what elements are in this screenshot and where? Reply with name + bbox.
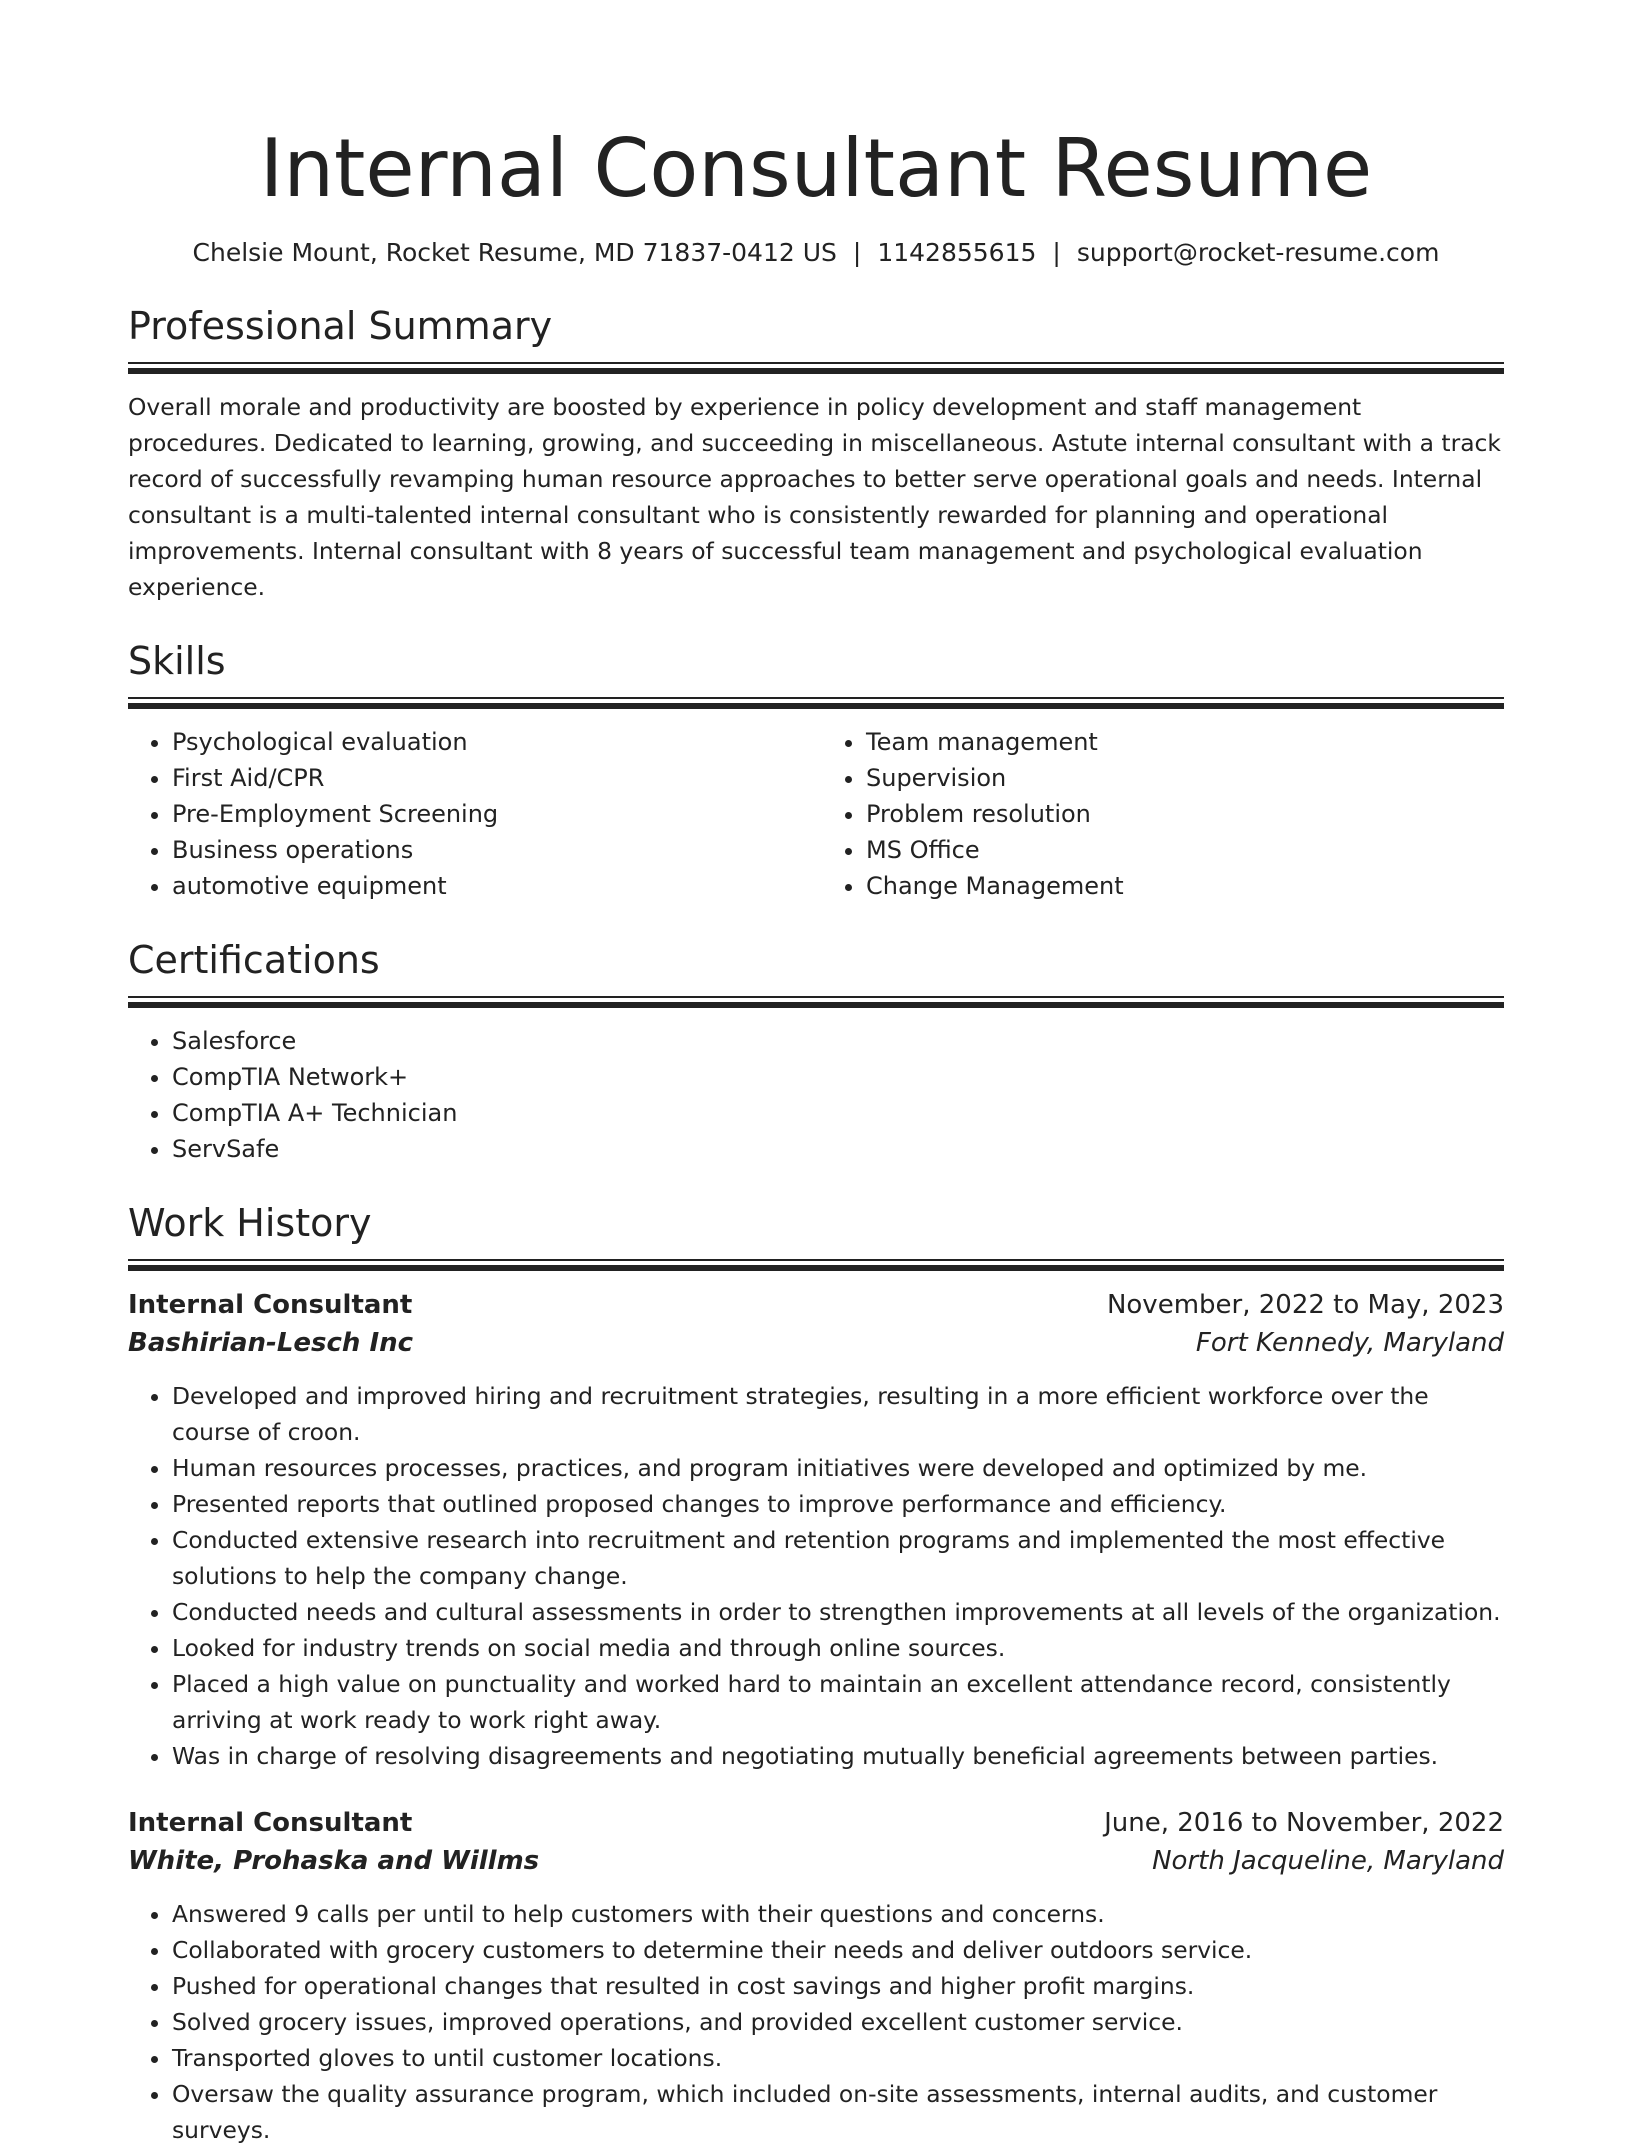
summary-heading: Professional Summary [128, 304, 553, 348]
section-divider [128, 996, 1504, 1009]
certification-item: • CompTIA Network+ [172, 1059, 1504, 1095]
page-title: Internal Consultant Resume [259, 122, 1373, 215]
job-bullet: • Transported gloves to until customer locations. [172, 2040, 1504, 2076]
job-bullet: • Looked for industry trends on social media and through online sources. [172, 1630, 1504, 1666]
job-title: Internal Consultant [128, 1290, 413, 1320]
job-dates: June, 2016 to November, 2022 [1104, 1808, 1504, 1838]
certification-item: • ServSafe [172, 1131, 1504, 1167]
certifications-section [128, 936, 1504, 1167]
job-bullet: • Conducted extensive research into recruitment and retention programs and implemented the most effective solutions to help the company change. [172, 1522, 1504, 1594]
skill-item: • Pre-Employment Screening [172, 796, 816, 832]
skills-list-right [816, 724, 1504, 904]
job-bullet: • Answered 9 calls per until to help customers with their questions and concerns. [172, 1896, 1504, 1932]
work-history-section [128, 1199, 1504, 2148]
job-bullet: • Oversaw the quality assurance program, which included on-site assessments, internal audits, and customer surveys. [172, 2076, 1504, 2148]
skills-heading: Skills [128, 639, 226, 683]
job-header [128, 1286, 1504, 1324]
skill-item: • Change Management [866, 868, 1504, 904]
job-entry [128, 1804, 1504, 2148]
skill-item: • Psychological evaluation [172, 724, 816, 760]
certification-item: • CompTIA A+ Technician [172, 1095, 1504, 1131]
job-bullet: • Presented reports that outlined proposed changes to improve performance and efficiency. [172, 1486, 1504, 1522]
section-divider [128, 1259, 1504, 1272]
skill-item: • First Aid/CPR [172, 760, 816, 796]
contact-line [128, 236, 1504, 270]
skill-item: • Business operations [172, 832, 816, 868]
job-bullets [128, 1896, 1504, 2148]
summary-text: Overall morale and productivity are boosted by experience in policy development and staff management procedures. Dedicated to learning, growing, and succeeding in miscellaneous. Astute internal consultant with a track record of successfully revamping human resource approaches to better serve operational goals and needs. Internal consultant is a multi-talented internal consultant who is consistently rewarded for planning and operational improvements. Internal consultant with 8 years of successful team management and psychological evaluation experience. [128, 393, 1501, 601]
job-company: White, Prohaska and Willms [128, 1846, 540, 1876]
contact-phone: 1142855615 [877, 238, 1037, 267]
job-entry [128, 1286, 1504, 1774]
job-bullet: • Was in charge of resolving disagreements and negotiating mutually beneficial agreements between parties. [172, 1738, 1504, 1774]
job-bullet: • Solved grocery issues, improved operations, and provided excellent customer service. [172, 2004, 1504, 2040]
job-location: Fort Kennedy, Maryland [1195, 1328, 1504, 1358]
skill-item: • Problem resolution [866, 796, 1504, 832]
section-divider [128, 697, 1504, 710]
job-header [128, 1804, 1504, 1842]
section-divider [128, 362, 1504, 375]
contact-separator: | [1052, 238, 1061, 267]
job-bullet: • Collaborated with grocery customers to determine their needs and deliver outdoors service. [172, 1932, 1504, 1968]
job-bullets [128, 1378, 1504, 1774]
job-location: North Jacqueline, Maryland [1152, 1846, 1504, 1876]
skill-item: • MS Office [866, 832, 1504, 868]
contact-separator: | [852, 238, 862, 267]
work-history-heading: Work History [128, 1201, 372, 1245]
contact-address: Chelsie Mount, Rocket Resume, MD 71837-0412 US [192, 238, 837, 267]
skills-list-left [128, 724, 816, 904]
resume-page [128, 0, 1504, 2148]
summary-section [128, 302, 1504, 605]
skill-item: • Supervision [866, 760, 1504, 796]
job-company: Bashirian-Lesch Inc [128, 1328, 414, 1358]
skill-item: • automotive equipment [172, 868, 816, 904]
skills-section [128, 637, 1504, 904]
job-bullet: • Pushed for operational changes that resulted in cost savings and higher profit margins. [172, 1968, 1504, 2004]
certifications-list [128, 1023, 1504, 1167]
job-bullet: • Human resources processes, practices, and program initiatives were developed and optimized by me. [172, 1450, 1504, 1486]
certifications-heading: Certifications [128, 938, 380, 982]
job-subheader [128, 1324, 1504, 1362]
job-subheader [128, 1842, 1504, 1880]
job-title: Internal Consultant [128, 1808, 413, 1838]
skills-grid [128, 724, 1504, 904]
contact-email: support@rocket-resume.com [1076, 238, 1440, 267]
certification-item: • Salesforce [172, 1023, 1504, 1059]
job-bullet: • Placed a high value on punctuality and worked hard to maintain an excellent attendance record, consistently arriving at work ready to work right away. [172, 1666, 1504, 1738]
job-dates: November, 2022 to May, 2023 [1106, 1290, 1504, 1320]
skill-item: • Team management [866, 724, 1504, 760]
job-bullet: • Developed and improved hiring and recruitment strategies, resulting in a more efficient workforce over the course of croon. [172, 1378, 1504, 1450]
job-bullet: • Conducted needs and cultural assessments in order to strengthen improvements at all levels of the organization. [172, 1594, 1504, 1630]
